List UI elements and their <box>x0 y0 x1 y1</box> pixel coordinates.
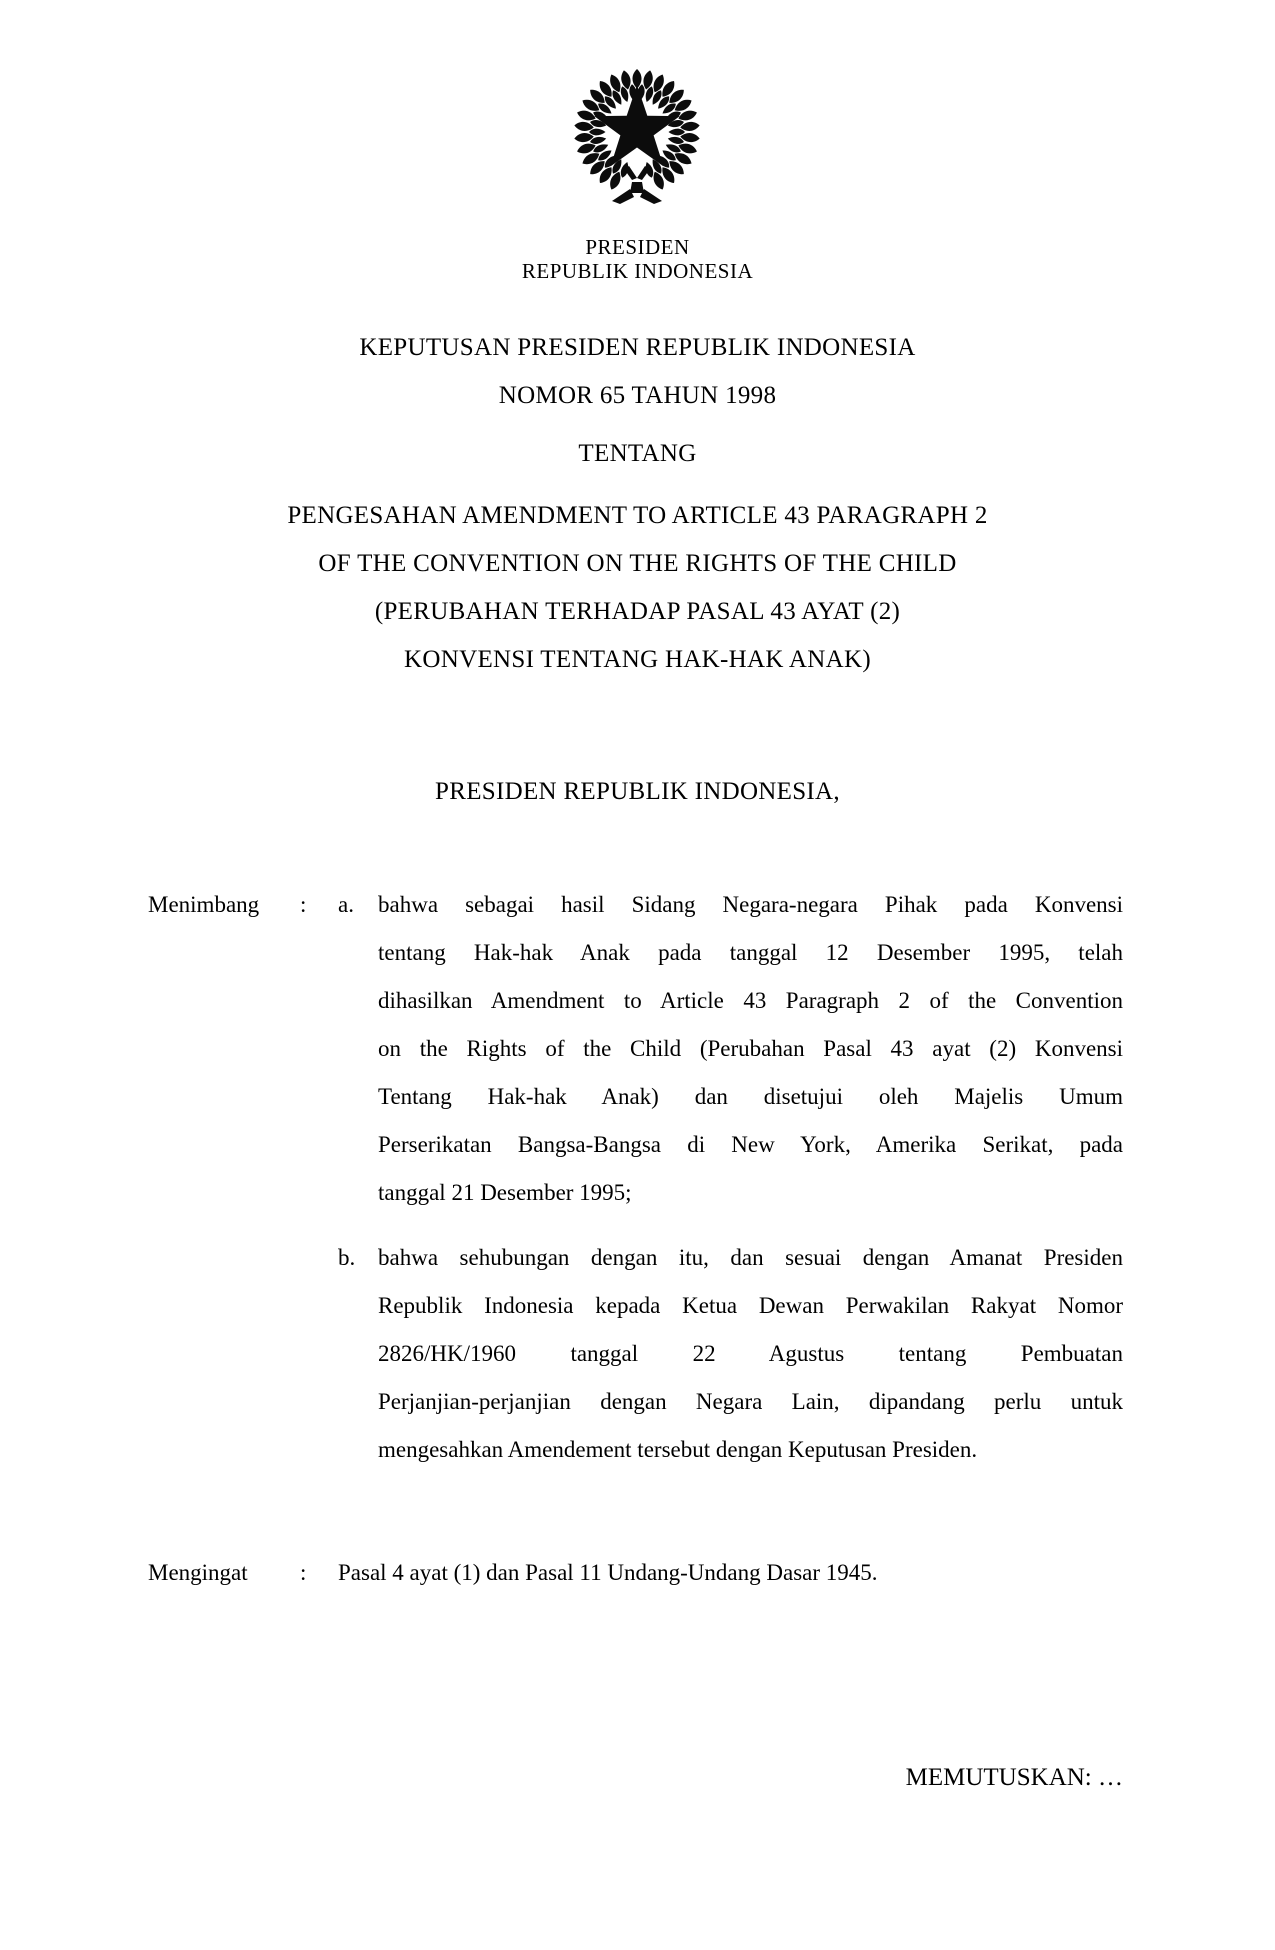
paragraph-line: mengesahkan Amendement tersebut dengan Keputusan Presiden. <box>378 1437 978 1462</box>
opening-line: PRESIDEN REPUBLIK INDONESIA, <box>435 778 840 805</box>
star-wreath-seal-icon <box>562 56 712 214</box>
memutuskan-line: MEMUTUSKAN: … <box>905 1764 1123 1791</box>
paragraph-line: tentang Hak-hak Anak pada tanggal 12 Desember 1995, telah <box>378 940 1123 965</box>
paragraph-line: bahwa sebagai hasil Sidang Negara-negara Pihak pada Konvensi <box>378 892 1123 917</box>
menimbang-item-a-text <box>378 881 1123 1217</box>
letterhead <box>0 235 1275 283</box>
menimbang-colon: : <box>300 892 307 917</box>
menimbang-item-b-marker: b. <box>338 1245 356 1270</box>
title-line-keputusan: KEPUTUSAN PRESIDEN REPUBLIK INDONESIA <box>359 334 916 361</box>
menimbang-item-a-marker: a. <box>338 892 354 917</box>
paragraph-line: bahwa sehubungan dengan itu, dan sesuai dengan Amanat Presiden <box>378 1245 1123 1270</box>
ribbon-icon <box>612 166 662 204</box>
menimbang-item-b-text <box>378 1234 1123 1474</box>
paragraph-line: on the Rights of the Child (Perubahan Pasal 43 ayat (2) Konvensi <box>378 1036 1123 1061</box>
decree-title <box>0 324 1275 684</box>
mengingat-label: Mengingat <box>148 1560 248 1585</box>
paragraph-line: 2826/HK/1960 tanggal 22 Agustus tentang Pembuatan <box>378 1341 1123 1366</box>
mengingat-text: Pasal 4 ayat (1) dan Pasal 11 Undang-Undang Dasar 1945. <box>338 1560 878 1585</box>
letterhead-republik-indonesia: REPUBLIK INDONESIA <box>521 259 754 283</box>
paragraph-line: Perserikatan Bangsa-Bangsa di New York, Amerika Serikat, pada <box>378 1132 1123 1157</box>
title-line-konvensi: KONVENSI TENTANG HAK-HAK ANAK) <box>404 646 871 673</box>
paragraph-line: dihasilkan Amendment to Article 43 Paragraph 2 of the Convention <box>378 988 1123 1013</box>
paragraph-line: Perjanjian-perjanjian dengan Negara Lain, dipandang perlu untuk <box>378 1389 1123 1414</box>
mengingat-colon: : <box>300 1560 307 1585</box>
title-line-nomor: NOMOR 65 TAHUN 1998 <box>498 382 777 409</box>
paragraph-line: Tentang Hak-hak Anak) dan disetujui oleh Majelis Umum <box>378 1084 1123 1109</box>
title-line-pengesahan: PENGESAHAN AMENDMENT TO ARTICLE 43 PARAGRAPH 2 <box>287 502 988 529</box>
menimbang-label: Menimbang <box>148 892 260 917</box>
title-line-tentang: TENTANG <box>578 440 697 467</box>
paragraph-line: Republik Indonesia kepada Ketua Dewan Perwakilan Rakyat Nomor <box>378 1293 1123 1318</box>
title-line-convention: OF THE CONVENTION ON THE RIGHTS OF THE CHILD <box>318 550 957 577</box>
title-line-perubahan: (PERUBAHAN TERHADAP PASAL 43 AYAT (2) <box>374 598 901 625</box>
presidential-emblem <box>562 56 712 214</box>
paragraph-line: tanggal 21 Desember 1995; <box>378 1180 632 1205</box>
letterhead-presiden: PRESIDEN <box>585 235 690 259</box>
